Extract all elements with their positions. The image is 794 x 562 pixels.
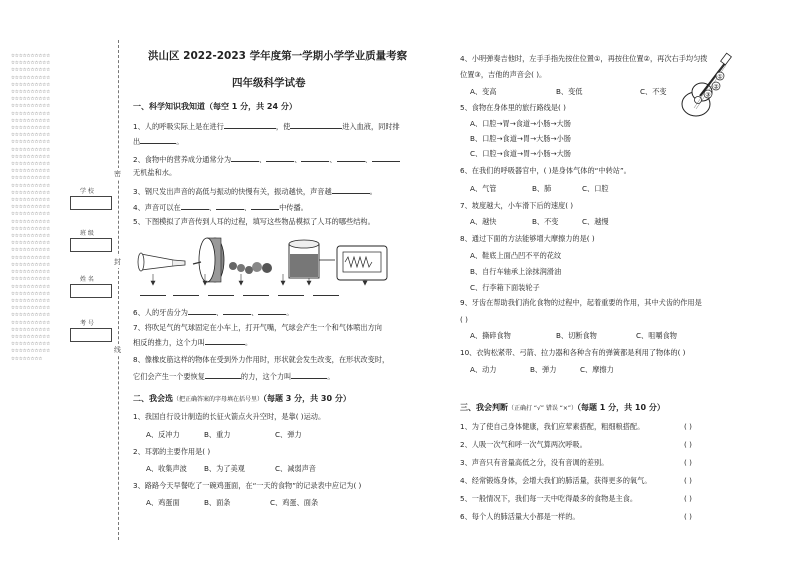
s3-item-5: 5、一般情况下，我们每一天中吃得最多的食物是主食。 <box>460 494 638 503</box>
section3-heading: 三、我会判断（正确打 “√” 错误 “×”）（每题 1 分，共 10 分） <box>460 403 665 412</box>
s2-q8: 8、通过下面的方法能够增大摩擦力的是( ) <box>460 234 595 243</box>
q6-line: 6、人的牙齿分为 、 、 。 <box>133 308 294 317</box>
q8-blank-1[interactable] <box>205 371 241 379</box>
s2-q9-opt-b[interactable]: B、切断食物 <box>556 331 597 340</box>
s2-q1-opt-b[interactable]: B、重力 <box>204 430 231 439</box>
s2-q3-opt-c[interactable]: C、鸡蛋、面条 <box>270 498 319 507</box>
s2-q4-opt-c[interactable]: C、不变 <box>640 87 667 96</box>
s2-q5-opt-a[interactable]: A、口腔→胃→食道→小肠→大肠 <box>470 119 571 128</box>
s2-q6: 6、在我们的呼吸器官中，( )是身体气体的“中转站”。 <box>460 166 631 175</box>
s2-q10: 10、衣钩松紧带、弓箭、拉力器和各种含有的弹簧都是利用了物体的( ) <box>460 348 686 357</box>
section2-heading: 二、我会选（把正确答案的字母填在括号里）（每题 3 分，共 30 分） <box>133 394 351 403</box>
s2-q4: 4、小明弹奏吉他时，左手手指先按住位置①，再按住位置②，再次右手均匀拨 <box>460 54 708 63</box>
q4-line: 4、声音可以在 、 、 中传播。 <box>133 203 308 212</box>
name-label: 姓 名 <box>80 276 94 283</box>
s2-q2: 2、耳郭的主要作用是( ) <box>133 447 211 456</box>
s3-item-2: 2、人吸一次气和呼一次气算两次呼吸。 <box>460 440 587 449</box>
s2-q5-opt-c[interactable]: C、口腔→食道→胃→小肠→大肠 <box>470 149 571 158</box>
binding-strip <box>0 0 125 562</box>
s2-q7-opt-b[interactable]: B、不变 <box>532 217 559 226</box>
s2-q8-opt-a[interactable]: A、鞋底上面凸凹不平的花纹 <box>470 251 562 260</box>
s2-q3: 3、路路今天早餐吃了一碗鸡蛋面，在“一天的食物”的记录表中应记为( ) <box>133 481 362 490</box>
s3-answer-3[interactable]: ( ) <box>684 458 692 467</box>
q1-blank-3[interactable] <box>140 136 176 144</box>
s2-q3-opt-a[interactable]: A、鸡蛋面 <box>146 498 180 507</box>
s2-q5: 5、食物在身体里的旅行路线是( ) <box>460 103 566 112</box>
s3-item-4: 4、经常锻炼身体，会增大我们的肺活量，获得更多的氧气。 <box>460 476 652 485</box>
guitar-mark-2: ② <box>713 83 719 91</box>
s3-answer-6[interactable]: ( ) <box>684 512 692 521</box>
q2-blank-5[interactable] <box>372 154 400 162</box>
class-field[interactable] <box>70 238 112 252</box>
q2-line-2: 无机盐和水。 <box>133 168 177 177</box>
beads-icon <box>229 262 272 274</box>
q4-blank-1[interactable] <box>181 202 209 210</box>
s2-q6-opt-a[interactable]: A、气管 <box>470 184 497 193</box>
school-label: 学 校 <box>80 188 94 195</box>
s2-q9: 9、牙齿在帮助我们消化食物的过程中，起着重要的作用，其中犬齿的作用是 <box>460 298 702 307</box>
diagram-blanks <box>140 288 339 298</box>
answer-arrows <box>151 274 367 285</box>
s2-q1-opt-c[interactable]: C、弹力 <box>275 430 302 439</box>
exam-subtitle: 四年级科学试卷 <box>232 77 306 89</box>
diagram-blank-2[interactable] <box>173 288 199 296</box>
s2-q2-opt-a[interactable]: A、收集声波 <box>146 464 187 473</box>
q7-blank[interactable] <box>205 337 245 345</box>
class-label: 班 级 <box>80 230 94 237</box>
seal-char-3: 线 <box>114 346 121 354</box>
s2-q7-opt-c[interactable]: C、越慢 <box>582 217 609 226</box>
s3-item-1: 1、为了使自己身体健康，我们应荤素搭配，粗细粮搭配。 <box>460 422 645 431</box>
diagram-blank-3[interactable] <box>208 288 234 296</box>
q3-blank[interactable] <box>332 186 370 194</box>
s2-q4-opt-b[interactable]: B、变低 <box>556 87 583 96</box>
diagram-blank-6[interactable] <box>313 288 339 296</box>
s2-q7-opt-a[interactable]: A、越快 <box>470 217 497 226</box>
q4-blank-2[interactable] <box>216 202 244 210</box>
q3-line: 3、钢尺发出声音的高低与振动的快慢有关，振动越快，声音越 。 <box>133 187 377 196</box>
guitar-mark-3: ③ <box>705 91 711 99</box>
q2-blank-2[interactable] <box>266 154 294 162</box>
q5-line: 5、下图模拟了声音传到人耳的过程，填写这些物品模拟了人耳的哪些结构。 <box>133 217 375 226</box>
q7-line-2: 相反的推力，这个力叫 。 <box>133 338 253 347</box>
s2-q3-opt-b[interactable]: B、面条 <box>204 498 231 507</box>
diagram-blank-4[interactable] <box>243 288 269 296</box>
q2-blank-1[interactable] <box>231 154 259 162</box>
s2-q8-opt-b[interactable]: B、自行车轴承上涂抹润滑油 <box>470 267 562 276</box>
horn-icon <box>138 253 185 271</box>
s2-q1: 1、我国自行设计制造的长征火箭点火升空时，是靠( )运动。 <box>133 412 326 421</box>
s2-q2-opt-b[interactable]: B、为了美观 <box>204 464 245 473</box>
q1-line: 1、人的呼吸实际上是在进行 ，使 进入血液，同时排 <box>133 122 400 131</box>
s2-q6-opt-c[interactable]: C、口腔 <box>582 184 609 193</box>
s3-answer-4[interactable]: ( ) <box>684 476 692 485</box>
s2-q9-opt-a[interactable]: A、撕碎食物 <box>470 331 511 340</box>
school-field[interactable] <box>70 196 112 210</box>
seal-char-1: 密 <box>114 170 121 178</box>
s2-q9-opt-c[interactable]: C、咀嚼食物 <box>636 331 677 340</box>
name-field[interactable] <box>70 284 112 298</box>
id-label: 考 号 <box>80 320 94 327</box>
s2-q7: 7、坡度越大，小车滑下后的速度( ) <box>460 201 574 210</box>
seal-char-2: 封 <box>114 258 121 266</box>
s2-q1-opt-a[interactable]: A、反冲力 <box>146 430 180 439</box>
s2-q10-opt-a[interactable]: A、动力 <box>470 365 497 374</box>
q8-line-2: 它们会产生一个要恢复 的力，这个力叫 。 <box>133 372 335 381</box>
oscilloscope-icon <box>337 246 387 280</box>
q4-blank-3[interactable] <box>251 202 279 210</box>
guitar-mark-1: ① <box>717 73 723 81</box>
q2-blank-3[interactable] <box>301 154 329 162</box>
id-field[interactable] <box>70 328 112 342</box>
q7-line: 7、将吹足气的气球固定在小车上，打开气嘴，气球会产生一个和气体喷出方向 <box>133 323 382 332</box>
s2-q4-line-2: 位置③，吉他的声音会( )。 <box>460 70 547 79</box>
section1-heading: 一、科学知识我知道（每空 1 分，共 24 分） <box>133 102 297 111</box>
q8-line: 8、像橡皮筋这样的物体在受到外力作用时，形状就会发生改变，在形状改变时， <box>133 355 390 364</box>
q1-line-2: 出 。 <box>133 137 184 146</box>
s2-q2-opt-c[interactable]: C、减弱声音 <box>275 464 316 473</box>
q2-blank-4[interactable] <box>337 154 365 162</box>
s3-answer-2[interactable]: ( ) <box>684 440 692 449</box>
q1-blank-1[interactable] <box>224 121 276 129</box>
q6-blank-1[interactable] <box>188 307 216 315</box>
q6-blank-3[interactable] <box>258 307 286 315</box>
diagram-blank-5[interactable] <box>278 288 304 296</box>
s2-q4-opt-a[interactable]: A、变高 <box>470 87 497 96</box>
ear-model-diagram <box>133 230 403 290</box>
beaker-icon <box>289 240 335 278</box>
s3-answer-1[interactable]: ( ) <box>684 422 692 431</box>
s2-q5-opt-b[interactable]: B、口腔→食道→胃→大肠→小肠 <box>470 134 571 143</box>
q1-blank-2[interactable] <box>290 121 342 129</box>
diagram-blank-1[interactable] <box>140 288 166 296</box>
seal-line <box>118 40 119 540</box>
s2-q6-opt-b[interactable]: B、肺 <box>532 184 552 193</box>
seal-star-border: ☆☆☆☆☆☆☆☆☆☆☆☆☆☆☆☆☆☆☆☆☆☆☆☆☆☆☆☆☆☆☆☆☆☆☆☆☆☆☆☆☆☆☆☆☆☆☆☆☆☆☆☆☆☆☆☆☆☆☆☆☆☆☆☆☆☆☆☆☆☆☆☆☆☆☆☆☆☆☆☆☆☆☆☆☆☆☆☆☆☆☆☆☆☆☆☆☆☆☆☆☆☆☆☆☆☆☆☆☆☆☆☆☆☆☆☆☆☆☆☆☆☆☆☆☆☆☆☆☆☆☆☆☆☆☆☆☆☆☆☆☆☆☆☆☆☆☆☆☆☆☆☆☆☆☆☆☆☆☆☆☆☆☆☆☆☆☆☆☆☆☆☆☆☆☆☆☆☆☆☆☆☆☆☆☆☆☆☆☆☆☆☆☆☆☆☆☆☆☆☆☆☆☆☆☆☆☆☆☆☆☆☆☆☆☆☆☆☆☆☆☆☆☆☆☆☆☆☆☆☆☆☆☆☆☆☆☆☆☆☆☆☆☆☆☆☆☆☆☆☆☆☆☆☆☆☆☆☆☆☆☆☆☆☆☆☆☆☆☆☆☆☆☆☆☆☆☆☆☆☆☆☆☆☆☆☆☆☆☆☆☆☆☆☆☆☆☆☆☆☆☆☆☆☆☆☆☆☆☆☆☆☆☆☆☆☆☆☆☆☆☆☆☆☆☆☆☆☆☆☆☆☆☆☆☆☆☆☆☆☆☆☆☆☆☆☆☆☆☆☆☆☆☆☆☆☆☆☆☆☆☆☆☆☆☆☆☆☆☆☆☆☆☆☆☆☆☆☆☆☆☆☆☆☆☆☆☆☆☆☆☆☆☆☆☆☆☆☆☆☆☆☆☆☆☆☆☆☆☆☆☆☆☆☆☆☆☆☆☆☆☆☆☆☆☆☆☆☆ <box>11 52 51 362</box>
s3-item-3: 3、声音只有音量高低之分，没有音调的差别。 <box>460 458 609 467</box>
q8-blank-2[interactable] <box>291 371 327 379</box>
q6-blank-2[interactable] <box>223 307 251 315</box>
exam-title: 洪山区 2022-2023 学年度第一学期小学学业质量考察 <box>148 50 408 62</box>
s2-q8-opt-c[interactable]: C、行李箱下面装轮子 <box>470 283 540 292</box>
s2-q9-paren[interactable]: ( ) <box>460 315 468 324</box>
s3-item-6: 6、每个人的肺活量大小都是一样的。 <box>460 512 580 521</box>
guitar-icon <box>678 52 740 124</box>
q2-line: 2、食物中的营养成分通常分为 、 、 、 、 <box>133 154 400 164</box>
s3-answer-5[interactable]: ( ) <box>684 494 692 503</box>
drum-icon <box>193 238 224 282</box>
s2-q10-opt-b[interactable]: B、弹力 <box>530 365 557 374</box>
s2-q10-opt-c[interactable]: C、摩擦力 <box>580 365 614 374</box>
